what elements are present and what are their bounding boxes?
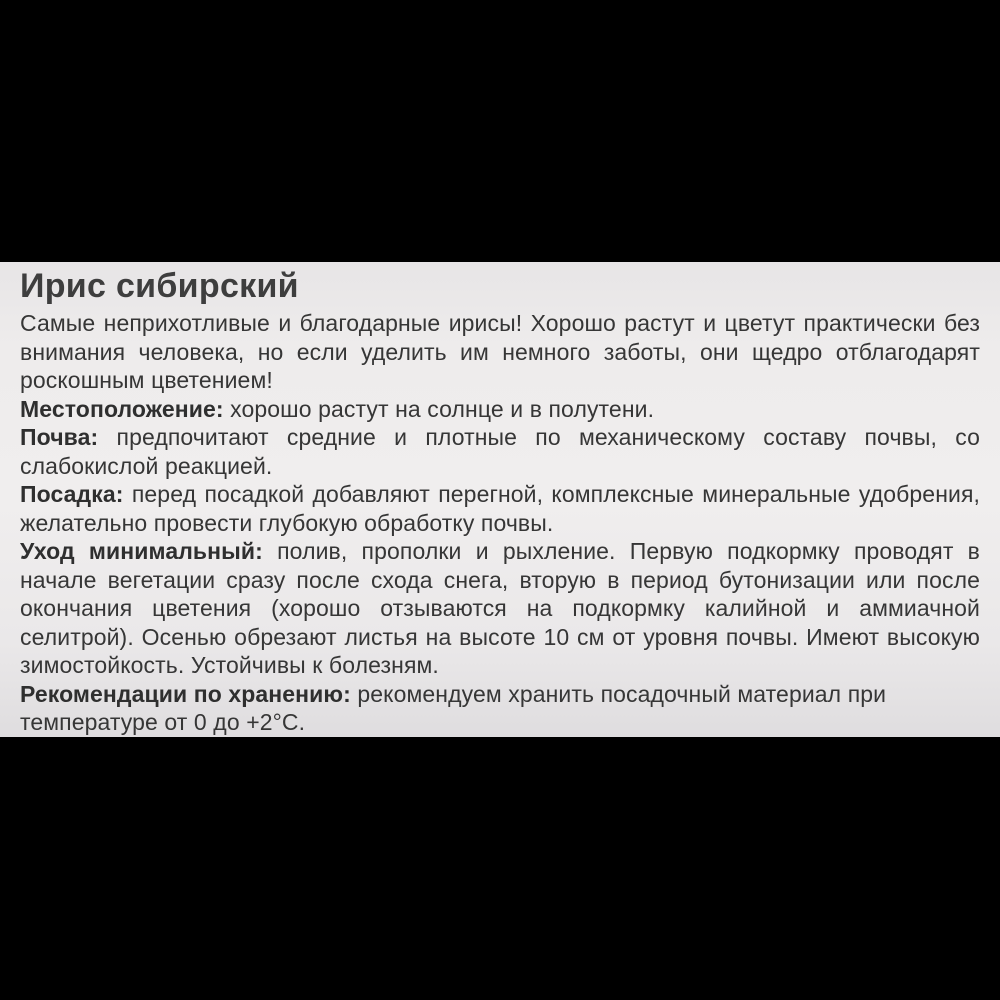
section-text: рекомендуем хранить посадочный материал при температуре от 0 до +2°С.: [20, 680, 887, 735]
storage-section: [20, 680, 980, 737]
plant-care-label: [0, 262, 1000, 737]
planting-section: [20, 480, 980, 537]
section-lead: Уход минимальный:: [20, 538, 263, 564]
top-black-band: [0, 0, 1000, 262]
care-section: [20, 537, 980, 680]
section-lead: Почва:: [20, 424, 99, 450]
section-lead: Рекомендации по хранению:: [20, 680, 351, 707]
section-lead: Местоположение:: [20, 395, 224, 422]
intro-paragraph: Самые неприхотливые и благодарные ирисы! Хорошо растут и цветут практически без внимания человека, но если уделить им немного заботы, они щедро отблагодарят роскошным цветением!: [20, 310, 980, 393]
section-text: перед посадкой добавляют перегной, комплексные минеральные удобрения, желательно провести глубокую обработку почвы.: [20, 481, 980, 536]
label-body: [20, 309, 980, 737]
soil-section: [20, 423, 980, 480]
label-title: Ирис сибирский: [20, 267, 299, 305]
section-lead: Посадка:: [20, 481, 124, 507]
bottom-black-band: [0, 737, 1000, 1000]
location-section: [20, 395, 980, 424]
section-text: предпочитают средние и плотные по механическому составу почвы, со слабокислой реакцией.: [20, 424, 980, 479]
section-text: полив, прополки и рыхление. Первую подкормку проводят в начале вегетации сразу после схода снега, вторую в период бутонизации или после окончания цветения (хорошо отзываются на подкормку калийной и аммиачной селитрой). Осенью обрезают листья на высоте 10 см от уровня почвы. Имеют высокую зимостойкость. Устойчивы к болезням.: [20, 538, 980, 678]
section-text: хорошо растут на солнце и в полутени.: [230, 395, 655, 422]
